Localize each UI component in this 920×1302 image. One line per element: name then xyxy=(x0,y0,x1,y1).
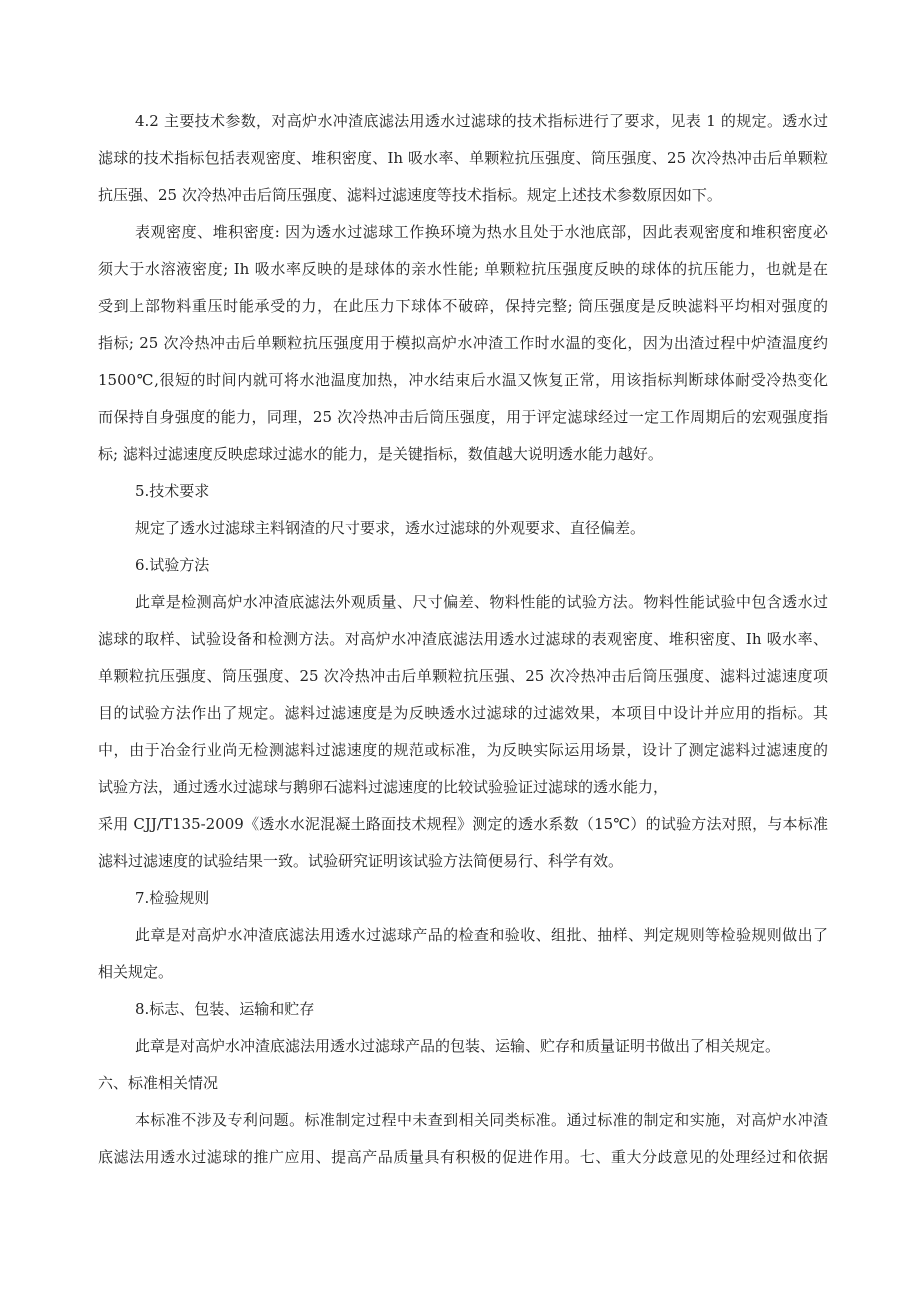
paragraph-line: 相关规定。 xyxy=(98,963,174,981)
paragraph-line: 4.2 主要技术参数，对高炉水冲渣底滤法用透水过滤球的技术指标进行了要求，见表 1 的规定。透水过 xyxy=(135,112,828,130)
paragraph-line: 滤球的取样、试验设备和检测方法。对高炉水冲渣底滤法用透水过滤球的表观密度、堆积密度、Ih 吸水率、 xyxy=(98,630,828,648)
paragraph-line: 此章是检测高炉水冲渣底滤法外观质量、尺寸偏差、物料性能的试验方法。物料性能试验中包含透水过 xyxy=(135,593,828,611)
paragraph-line: 目的试验方法作出了规定。滤料过滤速度是为反映透水过滤球的过滤效果，本项目中设计并应用的指标。其 xyxy=(98,704,828,722)
paragraph-line: 试验方法，通过透水过滤球与鹅卵石滤料过滤速度的比较试验验证过滤球的透水能力， xyxy=(98,778,669,796)
paragraph-line: 本标准不涉及专利问题。标准制定过程中未查到相关同类标准。通过标准的制定和实施，对高炉水冲渣 xyxy=(135,1111,828,1129)
section-heading: 8.标志、包装、运输和贮存 xyxy=(135,1000,315,1018)
paragraph-line: 规定了透水过滤球主料钢渣的尺寸要求，透水过滤球的外观要求、直径偏差。 xyxy=(135,519,646,537)
paragraph-line: 指标; 25 次冷热冲击后单颗粒抗压强度用于模拟高炉水冲渣工作时水温的变化，因为出渣过程中炉渣温度约 xyxy=(98,334,828,352)
paragraph-line: 表观密度、堆积密度: 因为透水过滤球工作换环境为热水且处于水池底部，因此表观密度和堆积密度必 xyxy=(135,223,828,241)
paragraph-line: 底滤法用透水过滤球的推广应用、提高产品质量具有积极的促进作用。七、重大分歧意见的处理经过和依据 xyxy=(98,1148,828,1166)
paragraph-line: 此章是对高炉水冲渣底滤法用透水过滤球产品的包装、运输、贮存和质量证明书做出了相关规定。 xyxy=(135,1037,781,1055)
paragraph-line: 单颗粒抗压强度、筒压强度、25 次冷热冲击后单颗粒抗压强、25 次冷热冲击后筒压强度、滤料过滤速度项 xyxy=(98,667,828,685)
section-heading: 5.技术要求 xyxy=(135,482,210,500)
paragraph-line: 滤球的技术指标包括表观密度、堆积密度、Ih 吸水率、单颗粒抗压强度、筒压强度、25 次冷热冲击后单颗粒 xyxy=(98,149,828,167)
paragraph-line: 标; 滤料过滤速度反映虑球过滤水的能力，是关键指标，数值越大说明透水能力越好。 xyxy=(98,445,663,463)
paragraph-line: 须大于水溶液密度; Ih 吸水率反映的是球体的亲水性能; 单颗粒抗压强度反映的球体的抗压能力，也就是在 xyxy=(98,260,828,278)
paragraph-line: 此章是对高炉水冲渣底滤法用透水过滤球产品的检查和验收、组批、抽样、判定规则等检验规则做出了 xyxy=(135,926,828,944)
chapter-heading: 六、标准相关情况 xyxy=(98,1074,219,1092)
paragraph-line: 滤料过滤速度的试验结果一致。试验研究证明该试验方法简便易行、科学有效。 xyxy=(98,852,624,870)
section-heading: 6.试验方法 xyxy=(135,556,210,574)
section-heading: 7.检验规则 xyxy=(135,889,210,907)
paragraph-line: 抗压强、25 次冷热冲击后筒压强度、滤料过滤速度等技术指标。规定上述技术参数原因如下。 xyxy=(98,186,722,204)
paragraph-line: 采用 CJJ/T135-2009《透水水泥混凝土路面技术规程》测定的透水系数（15℃）的试验方法对照，与本标准 xyxy=(98,815,828,833)
paragraph-line: 而保持自身强度的能力，同理，25 次冷热冲击后筒压强度，用于评定滤球经过一定工作周期后的宏观强度指 xyxy=(98,408,828,426)
paragraph-line: 中，由于冶金行业尚无检测滤料过滤速度的规范或标准，为反映实际运用场景，设计了测定滤料过滤速度的 xyxy=(98,741,828,759)
paragraph-line: 受到上部物料重压时能承受的力，在此压力下球体不破碎，保持完整; 筒压强度是反映滤料平均相对强度的 xyxy=(98,297,828,315)
paragraph-line: 1500℃,很短的时间内就可将水池温度加热，冲水结束后水温又恢复正常，用该指标判断球体耐受冷热变化 xyxy=(98,371,828,389)
